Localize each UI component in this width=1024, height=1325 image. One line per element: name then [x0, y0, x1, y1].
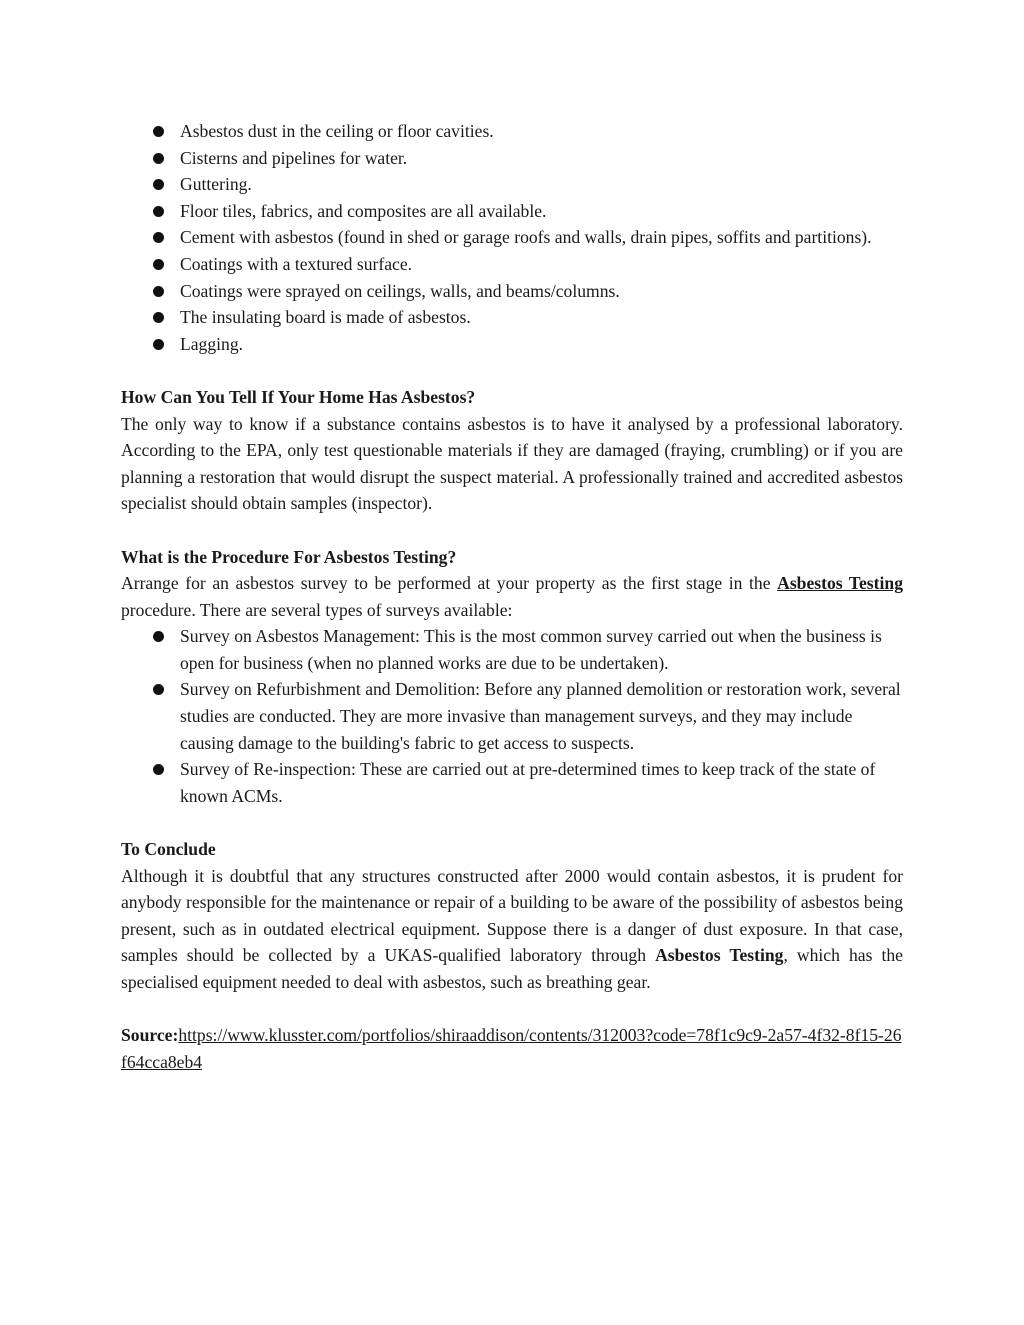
survey-types-list	[121, 623, 903, 809]
bullet-icon	[153, 339, 164, 350]
asbestos-locations-list	[121, 118, 903, 357]
list-item: Coatings with a textured surface.	[121, 251, 903, 278]
bullet-icon	[153, 206, 164, 217]
section-body-tell-if-asbestos: The only way to know if a substance contains asbestos is to have it analysed by a professional laboratory. According to the EPA, only test questionable materials if they are damaged (fraying, crumbling) or if you are planning a restoration that would disrupt the suspect material. A professionally trained and accredited asbestos specialist should obtain samples (inspector).	[121, 413, 903, 514]
source-url-link[interactable]: https://www.klusster.com/portfolios/shiraaddison/contents/312003?code=78f1c9c9-2a57-4f32-8f15-26f64cca8eb4	[121, 1025, 902, 1072]
bullet-icon	[153, 286, 164, 297]
list-item: Asbestos dust in the ceiling or floor cavities.	[121, 118, 903, 145]
list-item: Cisterns and pipelines for water.	[121, 145, 903, 172]
list-item: Survey on Asbestos Management: This is the most common survey carried out when the business is open for business (when no planned works are due to be undertaken).	[121, 623, 903, 676]
list-item: Lagging.	[121, 331, 903, 358]
bullet-icon	[153, 259, 164, 270]
list-item: Coatings were sprayed on ceilings, walls, and beams/columns.	[121, 278, 903, 305]
document-page	[121, 118, 903, 1075]
list-item: The insulating board is made of asbestos.	[121, 304, 903, 331]
bullet-icon	[153, 179, 164, 190]
section-heading-testing-procedure: What is the Procedure For Asbestos Testing?	[121, 546, 457, 567]
list-item: Survey on Refurbishment and Demolition: Before any planned demolition or restoration work, several studies are conducted. They are more invasive than management surveys, and they may include causing damage to the building's fabric to get access to suspects.	[121, 676, 903, 756]
source-line	[121, 1022, 903, 1075]
bullet-icon	[153, 126, 164, 137]
list-item: Survey of Re-inspection: These are carried out at pre-determined times to keep track of the state of known ACMs.	[121, 756, 903, 809]
bullet-icon	[153, 232, 164, 243]
bullet-icon	[153, 312, 164, 323]
source-label: Source:	[121, 1025, 179, 1046]
bullet-icon	[153, 764, 164, 775]
bullet-icon	[153, 631, 164, 642]
list-item: Cement with asbestos (found in shed or garage roofs and walls, drain pipes, soffits and partitions).	[121, 224, 903, 251]
section-heading-conclusion: To Conclude	[121, 839, 216, 860]
section-body-conclusion: Although it is doubtful that any structures constructed after 2000 would contain asbestos, it is prudent for anybody responsible for the maintenance or repair of a building to be aware of the possibility of asbestos being present, such as in outdated electrical equipment. Suppose there is a danger of dust exposure. In that case, samples should be collected by a UKAS-qualified laboratory through Asbestos Testing, which has the specialised equipment needed to deal with asbestos, such as breathing gear.	[121, 865, 903, 992]
section-body-testing-procedure: Arrange for an asbestos survey to be performed at your property as the first stage in the Asbestos Testing procedure. There are several types of surveys available:	[121, 573, 903, 620]
list-item: Guttering.	[121, 171, 903, 198]
asbestos-testing-link[interactable]: Asbestos Testing	[777, 573, 903, 594]
list-item: Floor tiles, fabrics, and composites are all available.	[121, 198, 903, 225]
section-heading-tell-if-asbestos: How Can You Tell If Your Home Has Asbestos?	[121, 386, 476, 407]
bullet-icon	[153, 153, 164, 164]
bullet-icon	[153, 684, 164, 695]
